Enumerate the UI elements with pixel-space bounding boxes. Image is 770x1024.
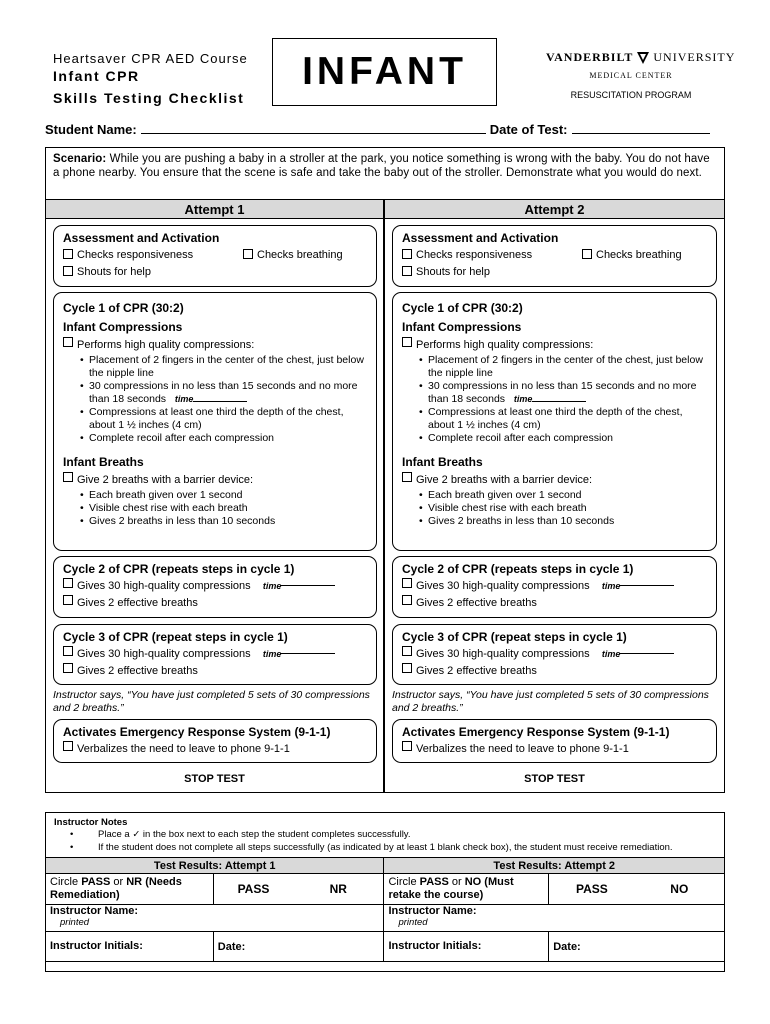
cycle-2-box-attempt-1 — [53, 556, 377, 618]
results-attempt-1-title: Test Results: Attempt 1 — [46, 858, 384, 874]
cycle-2-breaths-checkbox[interactable] — [402, 595, 412, 605]
checks-breathing-checkbox[interactable] — [582, 249, 592, 259]
time-label: time — [174, 394, 194, 404]
time-label: time — [262, 581, 282, 591]
org-subtitle: MEDICAL CENTER — [589, 71, 673, 80]
time-label: time — [601, 649, 621, 659]
time-field[interactable] — [281, 646, 335, 654]
breaths-title: Infant Breaths — [63, 455, 144, 469]
pass-word: PASS — [81, 876, 111, 888]
time-field[interactable] — [620, 578, 674, 586]
instructor-name-field-attempt-1[interactable] — [46, 905, 384, 932]
checks-breathing-label: Checks breathing — [596, 249, 682, 261]
verbalizes-checkbox[interactable] — [402, 741, 412, 751]
verbalizes-item — [63, 741, 367, 758]
circle-word: Circle — [388, 876, 417, 888]
cycle-3-compressions-label: Gives 30 high-quality compressions — [77, 648, 251, 660]
criteria-rate — [419, 380, 707, 406]
date-label: Date: — [217, 940, 246, 953]
nr-note: (Needs Remediation) — [50, 876, 182, 901]
date-of-test-field[interactable] — [572, 122, 710, 134]
assessment-box-attempt-2 — [392, 225, 717, 287]
cycle-3-breaths-label: Gives 2 effective breaths — [77, 665, 198, 677]
stop-test-attempt-1: STOP TEST — [184, 773, 245, 785]
cycle-2-compressions-checkbox[interactable] — [402, 578, 412, 588]
time-label: time — [601, 581, 621, 591]
instructor-initials-label: Instructor Initials: — [388, 940, 482, 952]
cycle-3-compressions-item — [402, 646, 707, 663]
cycle-1-title: Cycle 1 of CPR (30:2) — [63, 301, 184, 315]
cycle-1-title: Cycle 1 of CPR (30:2) — [402, 301, 523, 315]
compressions-criteria-list — [80, 354, 367, 445]
criteria-depth: • Compressions at least one third the depth of the chest, about 1 ½ inches (4 cm) — [80, 406, 367, 432]
breath-criteria-2: • Visible chest rise with each breath — [80, 502, 367, 515]
cycle-1-box-attempt-1 — [53, 292, 377, 551]
program-name: RESUSCITATION PROGRAM — [570, 90, 692, 100]
cycle-3-breaths-checkbox[interactable] — [63, 663, 73, 673]
instructor-name-label: Instructor Name: — [50, 905, 139, 917]
give-breaths-label: Give 2 breaths with a barrier device: — [77, 474, 254, 486]
assessment-row-1 — [402, 247, 707, 264]
instructor-says-attempt-1: Instructor says, “You have just completed 5 sets of 30 compressions and 2 breaths.” — [53, 689, 370, 714]
ers-title: Activates Emergency Response System (9-1-1) — [63, 725, 331, 739]
performs-compressions-label: Performs high quality compressions: — [77, 339, 255, 351]
verbalizes-checkbox[interactable] — [63, 741, 73, 751]
assessment-row-2 — [63, 264, 367, 281]
notes-item-2-text: If the student does not complete all steps successfully (as indicated by at least 1 blank check box), the student must receive remediation. — [98, 842, 673, 853]
or-word: or — [113, 876, 124, 888]
assessment-row-2 — [402, 264, 707, 281]
circle-instructions-attempt-2 — [384, 874, 549, 905]
cycle-2-breaths-checkbox[interactable] — [63, 595, 73, 605]
scenario-box — [45, 147, 725, 200]
compressions-title: Infant Compressions — [63, 320, 183, 334]
checks-responsiveness-checkbox[interactable] — [63, 249, 73, 259]
instructor-initials-field-attempt-1[interactable] — [46, 932, 214, 962]
nr-word: NR — [126, 876, 143, 888]
breaths-criteria-list — [419, 489, 707, 528]
instructor-initials-field-attempt-2[interactable] — [384, 932, 549, 962]
assessment-title: Assessment and Activation — [63, 231, 220, 245]
instructor-name-field-attempt-2[interactable] — [384, 905, 725, 932]
cycle-3-compressions-checkbox[interactable] — [63, 646, 73, 656]
ers-title: Activates Emergency Response System (9-1-1) — [402, 725, 670, 739]
cycle-2-compressions-item — [63, 578, 367, 595]
cycle-2-compressions-item — [402, 578, 707, 595]
instructor-name-label: Instructor Name: — [388, 905, 477, 917]
checklist-title-line1: Infant CPR — [53, 68, 140, 84]
criteria-rate-text: 30 compressions in no less than 15 seconds and no more than 18 seconds — [89, 380, 358, 405]
org-name-left: VANDERBILT — [546, 50, 634, 64]
performs-compressions-item — [402, 337, 707, 354]
stop-test-attempt-2: STOP TEST — [524, 773, 585, 785]
give-breaths-item — [63, 472, 367, 489]
pass-option-attempt-2[interactable]: PASS — [549, 874, 635, 905]
time-field[interactable] — [532, 394, 586, 402]
shouts-for-help-label: Shouts for help — [77, 266, 151, 278]
ers-box-attempt-1 — [53, 719, 377, 763]
criteria-recoil: • Complete recoil after each compression — [80, 432, 367, 445]
printed-label: printed — [398, 917, 428, 928]
shouts-for-help-checkbox[interactable] — [402, 266, 412, 276]
compressions-title: Infant Compressions — [402, 320, 522, 334]
breaths-title: Infant Breaths — [402, 455, 483, 469]
time-label: time — [513, 394, 533, 404]
checks-breathing-checkbox[interactable] — [243, 249, 253, 259]
give-breaths-item — [402, 472, 707, 489]
student-name-label: Student Name: — [45, 122, 137, 137]
cycle-1-box-attempt-2 — [392, 292, 717, 551]
breath-criteria-1: • Each breath given over 1 second — [419, 489, 707, 502]
criteria-recoil: • Complete recoil after each compression — [419, 432, 707, 445]
or-word: or — [451, 876, 462, 888]
checks-breathing-label: Checks breathing — [257, 249, 343, 261]
cycle-3-breaths-label: Gives 2 effective breaths — [416, 665, 537, 677]
student-info-row — [45, 122, 725, 137]
give-breaths-checkbox[interactable] — [63, 472, 73, 482]
assessment-title: Assessment and Activation — [402, 231, 559, 245]
performs-compressions-checkbox[interactable] — [402, 337, 412, 347]
notes-item-2: • If the student does not complete all steps successfully (as indicated by at least 1 blank check box), the student must receive remediation. — [70, 842, 673, 853]
date-field-attempt-2[interactable] — [549, 932, 725, 962]
notes-item-1: • Place a ✓ in the box next to each step the student completes successfully. — [70, 829, 411, 840]
circle-word: Circle — [50, 876, 79, 888]
checks-breathing-item — [243, 247, 343, 264]
checks-responsiveness-label: Checks responsiveness — [416, 249, 533, 261]
attempt-1-header: Attempt 1 — [45, 199, 384, 219]
performs-compressions-label: Performs high quality compressions: — [416, 339, 594, 351]
cycle-3-compressions-item — [63, 646, 367, 663]
checks-responsiveness-item — [402, 247, 582, 264]
scenario-text: While you are pushing a baby in a stroller at the park, you notice something is wrong with the baby. You do not have a phone nearby. You ensure that the scene is safe and take the baby out of the stroller. Demonstrate what you would do next. — [53, 153, 710, 179]
cycle-2-compressions-checkbox[interactable] — [63, 578, 73, 588]
cycle-2-breaths-label: Gives 2 effective breaths — [416, 597, 537, 609]
cycle-3-compressions-label: Gives 30 high-quality compressions — [416, 648, 590, 660]
cycle-3-box-attempt-1 — [53, 624, 377, 685]
cycle-2-breaths-item — [63, 595, 367, 612]
infant-label-box: INFANT — [272, 38, 497, 106]
verbalizes-label: Verbalizes the need to leave to phone 9-1-1 — [77, 743, 290, 755]
shouts-for-help-item — [63, 264, 151, 281]
printed-label: printed — [60, 917, 90, 928]
scenario-label: Scenario: — [53, 153, 107, 165]
instructor-initials-label: Instructor Initials: — [50, 940, 143, 952]
attempt-2-header: Attempt 2 — [384, 199, 725, 219]
cycle-2-breaths-label: Gives 2 effective breaths — [77, 597, 198, 609]
org-logo — [546, 50, 736, 65]
notes-item-1-text: Place a ✓ in the box next to each step the student completes successfully. — [98, 829, 411, 840]
breath-criteria-3: • Gives 2 breaths in less than 10 seconds — [419, 515, 707, 528]
assessment-box-attempt-1 — [53, 225, 377, 287]
breath-criteria-3: • Gives 2 breaths in less than 10 seconds — [80, 515, 367, 528]
compressions-criteria-list — [419, 354, 707, 445]
time-field[interactable] — [193, 394, 247, 402]
cycle-3-breaths-item — [402, 663, 707, 680]
cycle-2-compressions-label: Gives 30 high-quality compressions — [416, 580, 590, 592]
cycle-3-breaths-item — [63, 663, 367, 680]
cycle-2-title: Cycle 2 of CPR (repeats steps in cycle 1) — [402, 562, 634, 576]
no-note: (Must retake the course) — [388, 876, 514, 901]
criteria-rate-text: 30 compressions in no less than 15 seconds and no more than 18 seconds — [428, 380, 697, 405]
time-field[interactable] — [281, 578, 335, 586]
nr-option-attempt-1[interactable]: NR — [293, 874, 384, 905]
cycle-3-compressions-checkbox[interactable] — [402, 646, 412, 656]
date-of-test-label: Date of Test: — [489, 122, 568, 137]
no-option-attempt-2[interactable]: NO — [635, 874, 725, 905]
results-attempt-2-title: Test Results: Attempt 2 — [384, 858, 725, 874]
criteria-depth: • Compressions at least one third the depth of the chest, about 1 ½ inches (4 cm) — [419, 406, 707, 432]
student-name-field[interactable] — [141, 122, 486, 134]
shouts-for-help-item — [402, 264, 490, 281]
cycle-3-title: Cycle 3 of CPR (repeat steps in cycle 1) — [402, 630, 627, 644]
ers-box-attempt-2 — [392, 719, 717, 763]
time-field[interactable] — [620, 646, 674, 654]
criteria-rate — [80, 380, 367, 406]
performs-compressions-checkbox[interactable] — [63, 337, 73, 347]
shouts-for-help-label: Shouts for help — [416, 266, 490, 278]
date-label: Date: — [553, 940, 581, 953]
time-label: time — [262, 649, 282, 659]
criteria-placement: • Placement of 2 fingers in the center of the chest, just below the nipple line — [419, 354, 707, 380]
cycle-3-breaths-checkbox[interactable] — [402, 663, 412, 673]
breath-criteria-2: • Visible chest rise with each breath — [419, 502, 707, 515]
cycle-3-title: Cycle 3 of CPR (repeat steps in cycle 1) — [63, 630, 288, 644]
course-name: Heartsaver CPR AED Course — [53, 51, 248, 66]
verbalizes-item — [402, 741, 707, 758]
breaths-criteria-list — [80, 489, 367, 528]
criteria-placement: • Placement of 2 fingers in the center of the chest, just below the nipple line — [80, 354, 367, 380]
pass-word: PASS — [419, 876, 449, 888]
pass-option-attempt-1[interactable]: PASS — [213, 874, 293, 905]
org-name-right: UNIVERSITY — [653, 50, 736, 64]
checks-responsiveness-checkbox[interactable] — [402, 249, 412, 259]
date-field-attempt-1[interactable] — [213, 932, 384, 962]
instructor-notes-title: Instructor Notes — [54, 817, 128, 828]
cycle-2-breaths-item — [402, 595, 707, 612]
cycle-2-title: Cycle 2 of CPR (repeats steps in cycle 1) — [63, 562, 295, 576]
test-results-table — [45, 857, 725, 962]
give-breaths-label: Give 2 breaths with a barrier device: — [416, 474, 593, 486]
cycle-3-box-attempt-2 — [392, 624, 717, 685]
performs-compressions-item — [63, 337, 367, 354]
assessment-row-1 — [63, 247, 367, 264]
give-breaths-checkbox[interactable] — [402, 472, 412, 482]
checks-responsiveness-item — [63, 247, 243, 264]
checks-breathing-item — [582, 247, 682, 264]
circle-instructions-attempt-1 — [46, 874, 214, 905]
breath-criteria-1: • Each breath given over 1 second — [80, 489, 367, 502]
no-word: NO — [464, 876, 482, 888]
checklist-title-line2: Skills Testing Checklist — [53, 90, 245, 106]
shouts-for-help-checkbox[interactable] — [63, 266, 73, 276]
cycle-2-box-attempt-2 — [392, 556, 717, 618]
verbalizes-label: Verbalizes the need to leave to phone 9-1-1 — [416, 743, 629, 755]
cycle-2-compressions-label: Gives 30 high-quality compressions — [77, 580, 251, 592]
instructor-says-attempt-2: Instructor says, “You have just completed 5 sets of 30 compressions and 2 breaths.” — [392, 689, 709, 714]
vanderbilt-oak-leaf-icon — [636, 51, 650, 65]
checks-responsiveness-label: Checks responsiveness — [77, 249, 194, 261]
